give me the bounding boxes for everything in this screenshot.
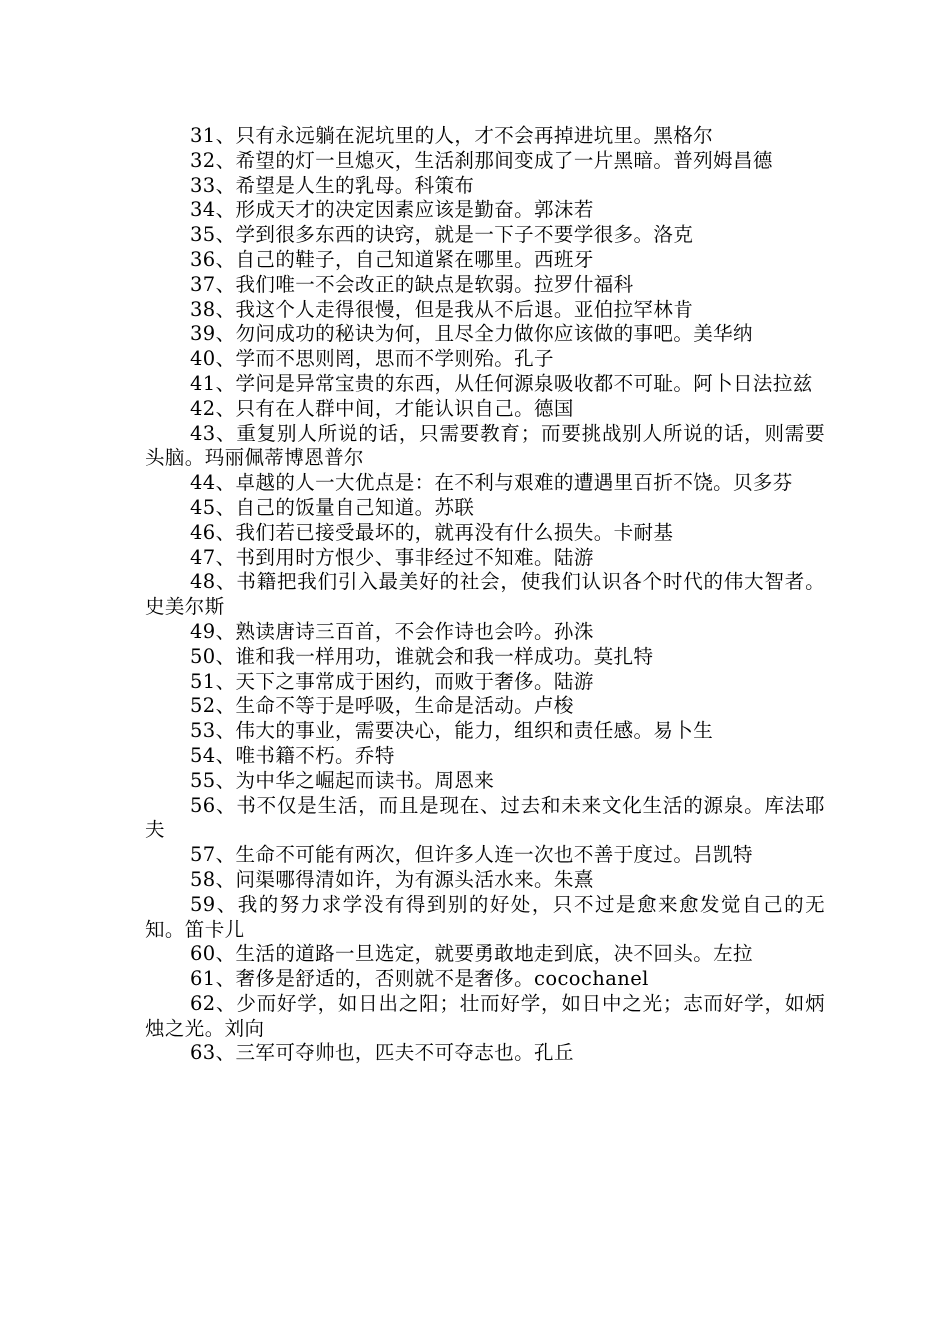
quote-42: 42、只有在人群中间，才能认识自己。德国 bbox=[190, 396, 574, 420]
quote-37: 37、我们唯一不会改正的缺点是软弱。拉罗什福科 bbox=[190, 272, 634, 296]
quote-60: 60、生活的道路一旦选定，就要勇敢地走到底，决不回头。左拉 bbox=[190, 942, 753, 966]
quote-41: 41、学问是异常宝贵的东西，从任何源泉吸收都不可耻。阿卜日法拉兹 bbox=[190, 371, 813, 395]
quote-56: 56、书不仅是生活，而且是现在、过去和未来文化生活的源泉。库法耶夫 bbox=[145, 793, 825, 842]
quote-52: 52、生命不等于是呼吸，生命是活动。卢梭 bbox=[190, 694, 574, 718]
quote-61: 61、奢侈是舒适的，否则就不是奢侈。cocochanel bbox=[190, 967, 649, 991]
quote-55: 55、为中华之崛起而读书。周恩来 bbox=[190, 768, 495, 792]
quote-32: 32、希望的灯一旦熄灭，生活刹那间变成了一片黑暗。普列姆昌德 bbox=[190, 148, 773, 172]
quote-40: 40、学而不思则罔，思而不学则殆。孔子 bbox=[190, 347, 554, 371]
quote-31: 31、只有永远躺在泥坑里的人，才不会再掉进坑里。黑格尔 bbox=[190, 124, 714, 147]
quote-63: 63、三军可夺帅也，匹夫不可夺志也。孔丘 bbox=[190, 1041, 574, 1065]
quote-58: 58、问渠哪得清如许，为有源头活水来。朱熹 bbox=[190, 867, 594, 891]
quote-45: 45、自己的饭量自己知道。苏联 bbox=[190, 495, 475, 519]
quote-46: 46、我们若已接受最坏的，就再没有什么损失。卡耐基 bbox=[190, 520, 674, 544]
quote-57: 57、生命不可能有两次，但许多人连一次也不善于度过。吕凯特 bbox=[190, 843, 753, 867]
quote-33: 33、希望是人生的乳母。科策布 bbox=[190, 173, 475, 197]
quote-35: 35、学到很多东西的诀窍，就是一下子不要学很多。洛克 bbox=[190, 223, 694, 247]
quote-44: 44、卓越的人一大优点是：在不利与艰难的遭遇里百折不饶。贝多芬 bbox=[190, 471, 793, 495]
quote-51: 51、天下之事常成于困约，而败于奢侈。陆游 bbox=[190, 669, 594, 693]
quote-49: 49、熟读唐诗三百首，不会作诗也会吟。孙洙 bbox=[190, 619, 594, 643]
quote-50: 50、谁和我一样用功，谁就会和我一样成功。莫扎特 bbox=[190, 644, 654, 668]
quote-43: 43、重复别人所说的话，只需要教育；而要挑战别人所说的话，则需要头脑。玛丽佩蒂博恩普尔 bbox=[145, 421, 825, 470]
document-page bbox=[145, 124, 825, 1066]
quote-59: 59、我的努力求学没有得到别的好处，只不过是愈来愈发觉自己的无知。笛卡儿 bbox=[145, 892, 825, 941]
quote-62: 62、少而好学，如日出之阳；壮而好学，如日中之光；志而好学，如炳烛之光。刘向 bbox=[145, 991, 825, 1040]
quote-48: 48、书籍把我们引入最美好的社会，使我们认识各个时代的伟大智者。史美尔斯 bbox=[145, 570, 825, 619]
quote-39: 39、勿问成功的秘诀为何，且尽全力做你应该做的事吧。美华纳 bbox=[190, 322, 753, 346]
quote-38: 38、我这个人走得很慢，但是我从不后退。亚伯拉罕林肯 bbox=[190, 297, 694, 321]
quote-54: 54、唯书籍不朽。乔特 bbox=[190, 743, 395, 767]
quote-34: 34、形成天才的决定因素应该是勤奋。郭沫若 bbox=[190, 198, 594, 222]
quote-47: 47、书到用时方恨少、事非经过不知难。陆游 bbox=[190, 545, 594, 569]
quote-53: 53、伟大的事业，需要决心，能力，组织和责任感。易卜生 bbox=[190, 719, 714, 743]
quote-36: 36、自己的鞋子，自己知道紧在哪里。西班牙 bbox=[190, 247, 594, 271]
